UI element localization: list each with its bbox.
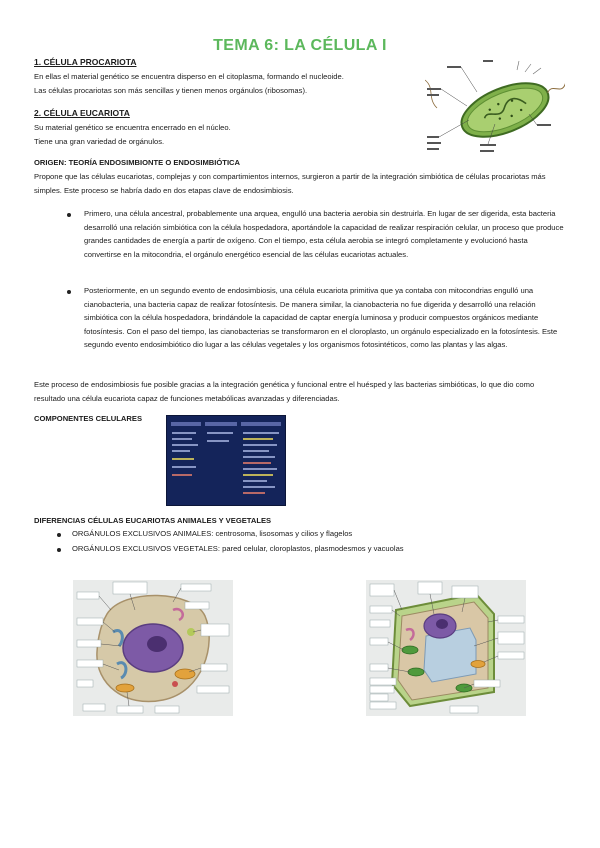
bullet-dot (67, 290, 71, 294)
origen-label: ORIGEN: TEORÍA ENDOSIMBIONTE O ENDOSIMBIÓTICA (34, 158, 241, 167)
componentes-table-image (166, 415, 286, 506)
bullet-dot (57, 533, 61, 537)
diferencias-label: DIFERENCIAS CÉLULAS EUCARIOTAS ANIMALES Y VEGETALES (34, 516, 272, 525)
diferencias-item-vegetales: ORGÁNULOS EXCLUSIVOS VEGETALES: pared celular, cloroplastos, plasmodesmos y vacuolas (72, 544, 404, 553)
procariota-line-2: Las células procariotas son más sencillas y tienen menos orgánulos (ribosomas). (34, 86, 308, 95)
origen-conclusion: Este proceso de endosimbiosis fue posible gracias a la integración genética y funcional entre el huésped y las bacterias simbióticas, lo que dio como resultado una célula eucariota capaz de funciones metabólicas avanzadas y diferenciadas. (34, 380, 535, 403)
plant-cell-diagram (366, 580, 526, 716)
origen-intro: Propone que las células eucariotas, complejas y con compartimientos internos, surgieron a partir de la integración simbiótica de células procariotas más simples. Este proceso se habría dado en dos etapas clave de endosimbiosis. (34, 172, 546, 195)
animal-cell-diagram (73, 580, 233, 716)
componentes-label: COMPONENTES CELULARES (34, 414, 143, 423)
eucariota-line-1: Su material genético se encuentra encerrado en el núcleo. (34, 123, 231, 132)
page-title: TEMA 6: LA CÉLULA I (213, 37, 387, 54)
eucariota-heading: 2. CÉLULA EUCARIOTA (34, 108, 130, 118)
bacteria-diagram (425, 58, 565, 162)
origen-bullet-1: Primero, una célula ancestral, probablemente una arquea, engulló una bacteria aerobia sin destruirla. En lugar de ser digerida, esta bacteria desarrolló una relación simbiótica con la célula hospedadora, aportándole la capacidad de realizar respiración celular, un proceso que produce grandes cantidades de energía a partir de oxígeno. Con el tiempo, esta célula aerobia se integró completamente y evolucionó hasta convertirse en la mitocondria, el orgánulo energético esencial de las células eucariotas actuales. (84, 209, 564, 259)
eucariota-line-2: Tiene una gran variedad de orgánulos. (34, 137, 165, 146)
procariota-line-1: En ellas el material genético se encuentra disperso en el citoplasma, formando el nucleoide. (34, 72, 344, 81)
origen-bullet-2: Posteriormente, en un segundo evento de endosimbiosis, una célula eucariota primitiva que ya contaba con mitocondrias engulló una cianobacteria, una bacteria capaz de realizar fotosíntesis. De manera similar, la cianobacteria no fue digerida y desarrolló una relación simbiótica con la célula hospedadora, brindándole la capacidad de captar energía luminosa y producir compuestos orgánicos mediante fotosíntesis. Con el paso del tiempo, las cianobacterias se transformaron en el cloroplasto, un orgánulo especializado en la fotosíntesis. Este segundo evento endosimbiótico dio lugar a las células vegetales y los organismos fotosintéticos, como las plantas y las algas. (84, 286, 558, 350)
bullet-dot (57, 548, 61, 552)
procariota-heading: 1. CÉLULA PROCARIOTA (34, 57, 137, 67)
diferencias-item-animales: ORGÁNULOS EXCLUSIVOS ANIMALES: centrosoma, lisosomas y cilios y flagelos (72, 529, 353, 538)
bullet-dot (67, 213, 71, 217)
